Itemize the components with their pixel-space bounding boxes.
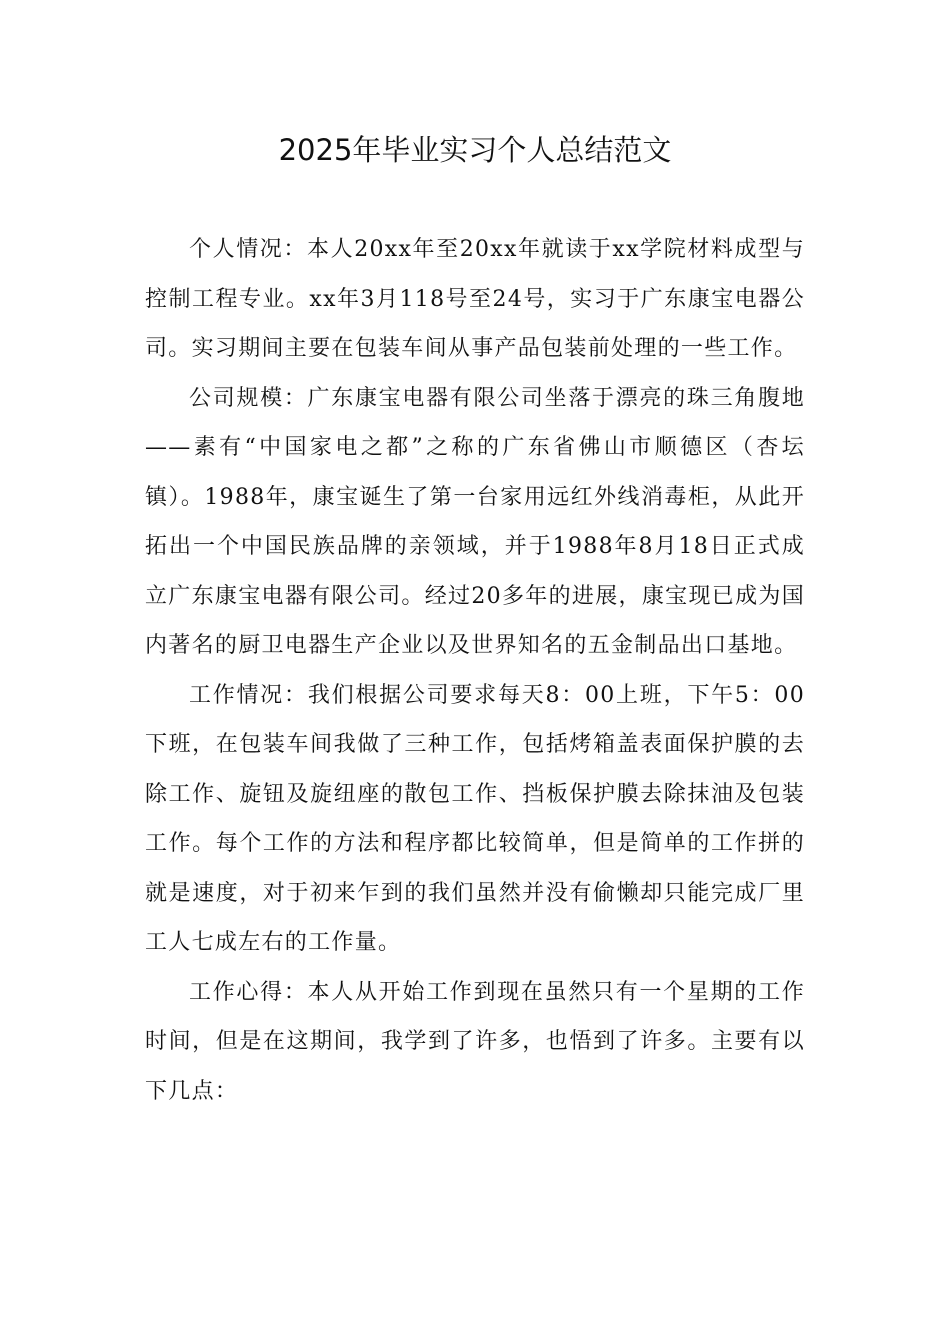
paragraph-personal-info: 个人情况：本人20xx年至20xx年就读于xx学院材料成型与控制工程专业。xx年3月118号至24号，实习于广东康宝电器公司。实习期间主要在包装车间从事产品包装前处理的一些工作。 bbox=[145, 237, 805, 361]
document-title: 2025年毕业实习个人总结范文 bbox=[278, 133, 672, 167]
paragraph-work-situation: 工作情况：我们根据公司要求每天8：00上班，下午5：00下班，在包装车间我做了三种工作，包括烤箱盖表面保护膜的去除工作、旋钮及旋纽座的散包工作、挡板保护膜去除抹油及包装工作。每个工作的方法和程序都比较简单，但是简单的工作拼的就是速度，对于初来乍到的我们虽然并没有偷懒却只能完成厂里工人七成左右的工作量。 bbox=[145, 682, 805, 955]
paragraph-work-insights: 工作心得：本人从开始工作到现在虽然只有一个星期的工作时间，但是在这期间，我学到了许多，也悟到了许多。主要有以下几点： bbox=[145, 979, 805, 1104]
paragraph-company-scale: 公司规模：广东康宝电器有限公司坐落于漂亮的珠三角腹地——素有“中国家电之都”之称的广东省佛山市顺德区（杏坛镇）。1988年，康宝诞生了第一台家用远红外线消毒柜，从此开拓出一个中国民族品牌的亲领域，并于1988年8月18日正式成立广东康宝电器有限公司。经过20多年的进展，康宝现已成为国内著名的厨卫电器生产企业以及世界知名的五金制品出口基地。 bbox=[145, 385, 805, 658]
document-body bbox=[145, 225, 805, 1116]
